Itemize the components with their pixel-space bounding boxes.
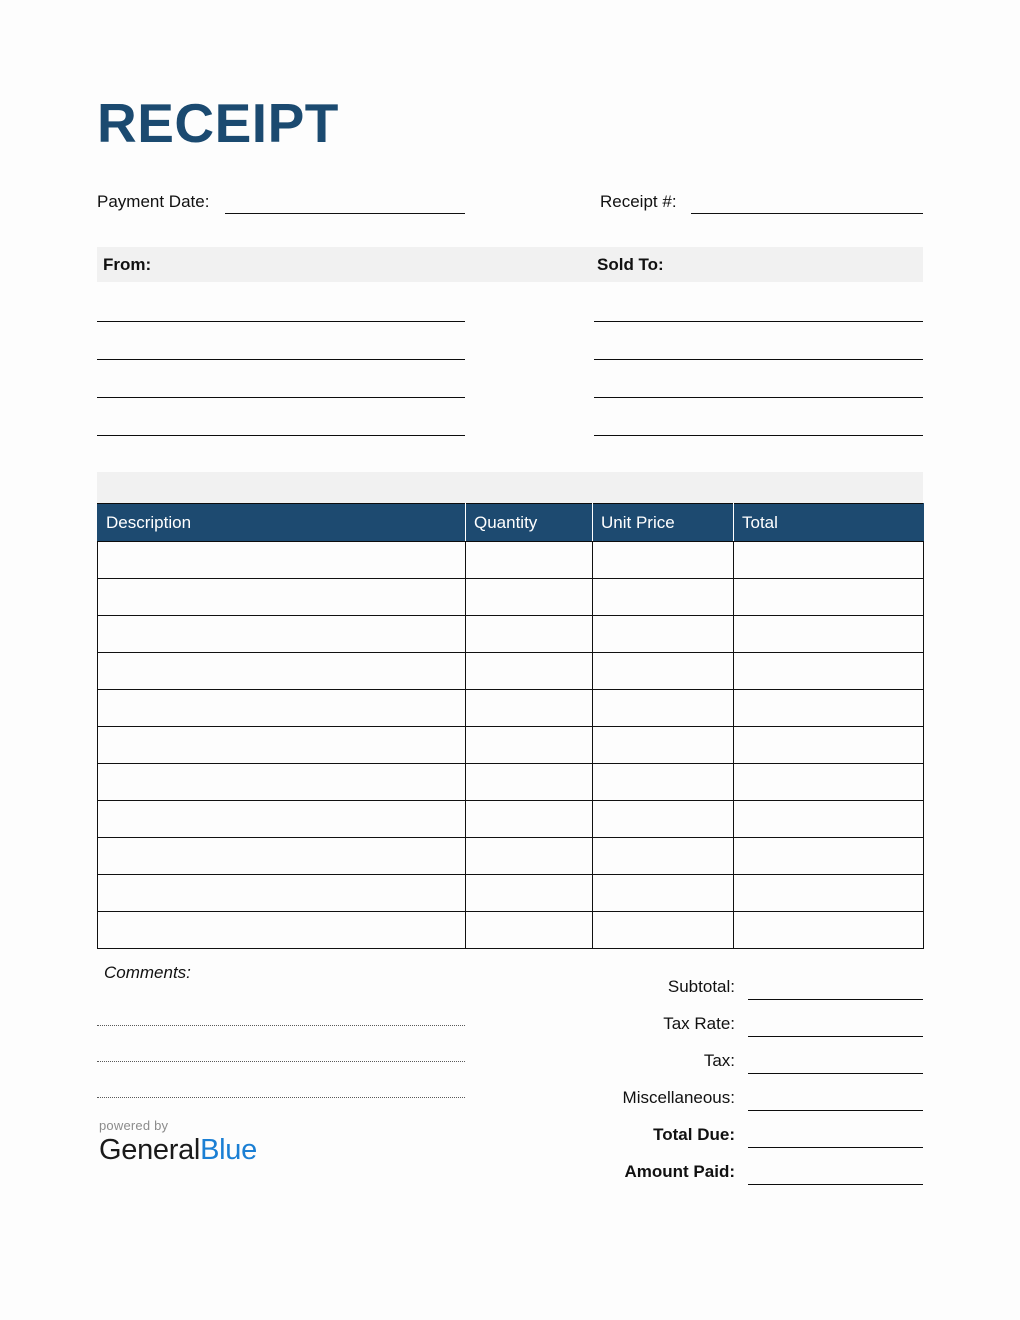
column-header-unit-price: Unit Price bbox=[593, 504, 734, 542]
column-header-description: Description bbox=[98, 504, 466, 542]
cell-total[interactable] bbox=[734, 690, 924, 727]
totals-value-input[interactable] bbox=[748, 1010, 923, 1037]
table-row bbox=[98, 912, 924, 949]
cell-description[interactable] bbox=[98, 838, 466, 875]
cell-quantity[interactable] bbox=[466, 690, 593, 727]
cell-total[interactable] bbox=[734, 616, 924, 653]
column-header-total: Total bbox=[734, 504, 924, 542]
table-row bbox=[98, 801, 924, 838]
comments-line[interactable] bbox=[97, 1061, 465, 1062]
from-address-block bbox=[97, 282, 465, 472]
cell-description[interactable] bbox=[98, 616, 466, 653]
cell-quantity[interactable] bbox=[466, 838, 593, 875]
page-title: RECEIPT bbox=[97, 92, 339, 154]
sold-to-address-line[interactable] bbox=[594, 435, 923, 436]
payment-date-label: Payment Date: bbox=[97, 192, 210, 211]
table-row bbox=[98, 875, 924, 912]
cell-unit-price[interactable] bbox=[593, 838, 734, 875]
table-row bbox=[98, 690, 924, 727]
cell-total[interactable] bbox=[734, 542, 924, 579]
totals-value-input[interactable] bbox=[748, 1084, 923, 1111]
totals-row bbox=[560, 1111, 923, 1148]
cell-total[interactable] bbox=[734, 764, 924, 801]
comments-line[interactable] bbox=[97, 1097, 465, 1098]
cell-quantity[interactable] bbox=[466, 801, 593, 838]
payment-date-field[interactable] bbox=[97, 188, 465, 214]
comments-line[interactable] bbox=[97, 1025, 465, 1026]
cell-total[interactable] bbox=[734, 727, 924, 764]
cell-unit-price[interactable] bbox=[593, 801, 734, 838]
payment-date-input[interactable] bbox=[225, 191, 465, 214]
totals-value-input[interactable] bbox=[748, 1047, 923, 1074]
receipt-number-label: Receipt #: bbox=[600, 192, 677, 211]
cell-unit-price[interactable] bbox=[593, 616, 734, 653]
from-label: From: bbox=[103, 255, 152, 274]
totals-row bbox=[560, 1148, 923, 1185]
cell-total[interactable] bbox=[734, 838, 924, 875]
totals-label: Tax: bbox=[703, 1051, 735, 1070]
from-address-line[interactable] bbox=[97, 321, 465, 322]
from-address-line[interactable] bbox=[97, 435, 465, 436]
table-row bbox=[98, 727, 924, 764]
column-header-quantity: Quantity bbox=[466, 504, 593, 542]
cell-quantity[interactable] bbox=[466, 727, 593, 764]
cell-description[interactable] bbox=[98, 653, 466, 690]
totals-label: Miscellaneous: bbox=[622, 1088, 735, 1107]
general-blue-logo bbox=[99, 1118, 257, 1167]
cell-quantity[interactable] bbox=[466, 653, 593, 690]
totals-row bbox=[560, 963, 923, 1000]
cell-unit-price[interactable] bbox=[593, 653, 734, 690]
cell-description[interactable] bbox=[98, 727, 466, 764]
cell-unit-price[interactable] bbox=[593, 764, 734, 801]
totals-label: Subtotal: bbox=[667, 977, 735, 996]
totals-label: Total Due: bbox=[653, 1125, 735, 1144]
items-table-top-band bbox=[97, 472, 923, 503]
cell-quantity[interactable] bbox=[466, 764, 593, 801]
items-table-header-row bbox=[98, 504, 924, 542]
totals-row bbox=[560, 1037, 923, 1074]
cell-description[interactable] bbox=[98, 875, 466, 912]
totals-row bbox=[560, 1074, 923, 1111]
cell-unit-price[interactable] bbox=[593, 875, 734, 912]
items-table bbox=[97, 503, 924, 949]
cell-quantity[interactable] bbox=[466, 579, 593, 616]
cell-unit-price[interactable] bbox=[593, 727, 734, 764]
cell-total[interactable] bbox=[734, 912, 924, 949]
cell-total[interactable] bbox=[734, 875, 924, 912]
from-address-line[interactable] bbox=[97, 397, 465, 398]
totals-label: Amount Paid: bbox=[624, 1162, 735, 1181]
cell-quantity[interactable] bbox=[466, 542, 593, 579]
totals-value-input[interactable] bbox=[748, 1158, 923, 1185]
totals-value-input[interactable] bbox=[748, 973, 923, 1000]
totals-block bbox=[560, 963, 923, 1185]
table-row bbox=[98, 838, 924, 875]
cell-quantity[interactable] bbox=[466, 875, 593, 912]
table-row bbox=[98, 764, 924, 801]
party-header-band bbox=[97, 247, 923, 282]
logo-powered-by-text: powered by bbox=[99, 1118, 169, 1133]
receipt-number-field[interactable] bbox=[600, 188, 923, 214]
items-table-body bbox=[98, 542, 924, 949]
receipt-meta-row bbox=[97, 188, 923, 214]
totals-label: Tax Rate: bbox=[663, 1014, 735, 1033]
cell-description[interactable] bbox=[98, 579, 466, 616]
items-table-head bbox=[98, 504, 924, 542]
cell-description[interactable] bbox=[98, 764, 466, 801]
sold-to-address-line[interactable] bbox=[594, 397, 923, 398]
cell-unit-price[interactable] bbox=[593, 579, 734, 616]
receipt-number-input[interactable] bbox=[691, 191, 923, 214]
cell-description[interactable] bbox=[98, 912, 466, 949]
totals-row bbox=[560, 1000, 923, 1037]
logo-word-general: General bbox=[99, 1134, 201, 1166]
cell-description[interactable] bbox=[98, 801, 466, 838]
cell-quantity[interactable] bbox=[466, 616, 593, 653]
cell-description[interactable] bbox=[98, 690, 466, 727]
cell-description[interactable] bbox=[98, 542, 466, 579]
cell-unit-price[interactable] bbox=[593, 690, 734, 727]
logo-wordmark bbox=[99, 1133, 257, 1167]
sold-to-address-line[interactable] bbox=[594, 321, 923, 322]
comments-label: Comments: bbox=[104, 963, 191, 982]
sold-to-address-block bbox=[594, 282, 923, 472]
from-address-line[interactable] bbox=[97, 359, 465, 360]
cell-total[interactable] bbox=[734, 653, 924, 690]
cell-quantity[interactable] bbox=[466, 912, 593, 949]
table-row bbox=[98, 542, 924, 579]
sold-to-address-line[interactable] bbox=[594, 359, 923, 360]
cell-unit-price[interactable] bbox=[593, 542, 734, 579]
cell-total[interactable] bbox=[734, 579, 924, 616]
cell-total[interactable] bbox=[734, 801, 924, 838]
table-row bbox=[98, 653, 924, 690]
cell-unit-price[interactable] bbox=[593, 912, 734, 949]
table-row bbox=[98, 579, 924, 616]
sold-to-label: Sold To: bbox=[597, 255, 664, 274]
totals-value-input[interactable] bbox=[748, 1121, 923, 1148]
logo-word-blue: Blue bbox=[200, 1134, 257, 1166]
table-row bbox=[98, 616, 924, 653]
